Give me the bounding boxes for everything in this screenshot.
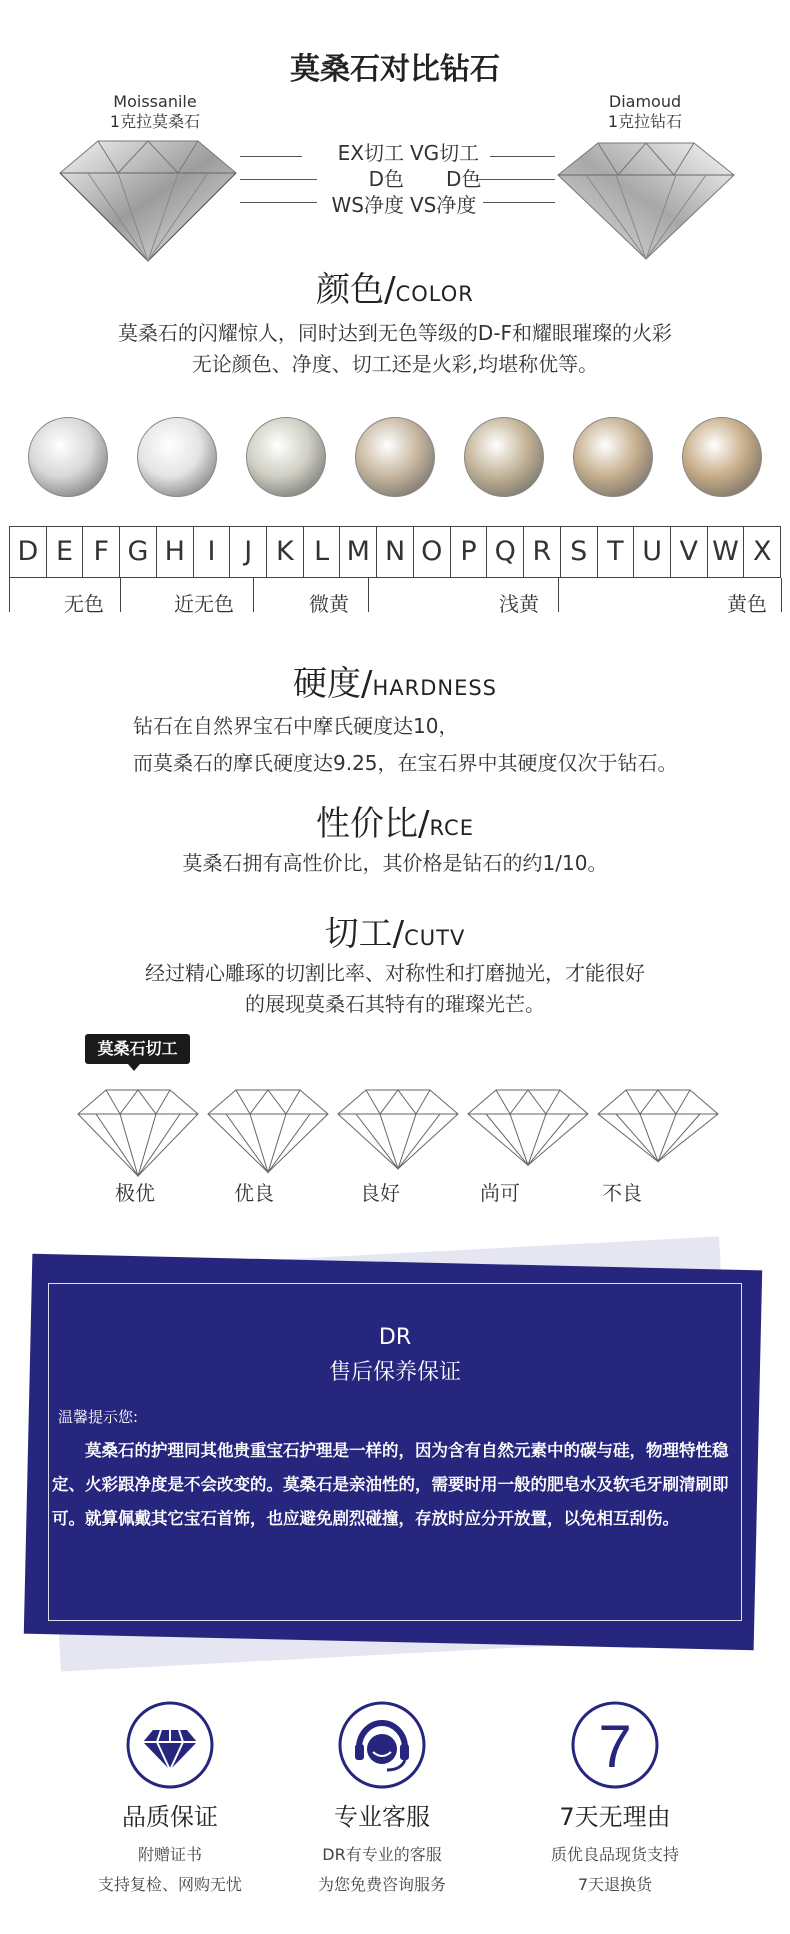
grade-cell-m: M <box>340 527 377 577</box>
color-description <box>0 318 790 380</box>
service-desc-line: DR有专业的客服 <box>322 1845 442 1864</box>
left-gem-name-cn: 1克拉莫桑石 <box>109 112 201 131</box>
color-stone <box>246 417 326 497</box>
price-section-title <box>0 796 790 845</box>
left-gem-caption <box>95 92 215 132</box>
hardness-title-en: HARDNESS <box>372 676 498 700</box>
cut-level-very-good: 优良 <box>234 1181 274 1205</box>
price-title-cn: 性价比/ <box>316 804 430 844</box>
service-support-desc <box>272 1840 492 1900</box>
diamond-grades <box>410 140 510 218</box>
color-stone <box>355 417 435 497</box>
color-stone <box>682 417 762 497</box>
grade-connector-line <box>240 156 302 157</box>
cut-level-good: 良好 <box>360 1181 400 1205</box>
grade-cell-g: G <box>120 527 157 577</box>
right-gem-caption <box>585 92 705 132</box>
service-desc-line: 为您免费咨询服务 <box>317 1875 446 1894</box>
seven-day-badge: 7 <box>598 1713 632 1780</box>
service-return-desc <box>505 1840 725 1900</box>
tip-pointer <box>128 1064 140 1071</box>
color-line: 莫桑石的闪耀惊人，同时达到无色等级的D-F和耀眼璀璨的火彩 <box>117 321 673 345</box>
cut-outline-gem <box>336 1086 460 1178</box>
care-panel-brand: DR <box>378 1325 412 1350</box>
scale-tick <box>558 578 559 612</box>
color-line: 无论颜色、净度、切工还是火彩,均堪称优等。 <box>191 352 599 376</box>
moissanite-clarity-grade: WS净度 <box>331 193 404 217</box>
cut-outline-gem <box>76 1086 200 1178</box>
cut-title-cn: 切工/ <box>324 914 405 954</box>
diamond-color-grade: D色 <box>446 167 482 191</box>
grade-cell-s: S <box>561 527 598 577</box>
care-panel-title: 售后保养保证 <box>328 1360 461 1385</box>
tier-faint-yellow: 微黄 <box>309 592 349 616</box>
moissanite-cut-tip: 莫桑石切工 <box>85 1034 190 1064</box>
hardness-section-title <box>0 656 790 705</box>
cut-line: 经过精心雕琢的切割比率、对称性和打磨抛光，才能很好 <box>145 961 645 985</box>
service-quality-title: 品质保证 <box>122 1803 218 1831</box>
grade-cell-q: Q <box>487 527 524 577</box>
diamond-icon <box>125 1700 215 1790</box>
scale-tick <box>368 578 369 612</box>
page-title: 莫桑石对比钻石 <box>290 52 500 87</box>
grade-cell-i: I <box>194 527 231 577</box>
scale-tick <box>120 578 121 612</box>
left-gem-name-en: Moissanile <box>113 92 197 111</box>
service-support-title: 专业客服 <box>334 1803 430 1831</box>
moissanite-grades <box>304 140 404 218</box>
price-title-en: RCE <box>429 816 474 840</box>
grade-cell-o: O <box>414 527 451 577</box>
care-panel-hint: 温馨提示您: <box>58 1408 139 1426</box>
diamond-cut-grade: VG切工 <box>410 141 480 165</box>
service-return-title: 7天无理由 <box>559 1803 671 1831</box>
cut-level-poor: 不良 <box>602 1181 642 1205</box>
scale-tick <box>781 578 782 612</box>
cut-title-en: CUTV <box>404 926 466 950</box>
grade-cell-f: F <box>83 527 120 577</box>
hardness-line: 而莫桑石的摩氏硬度达9.25，在宝石界中其硬度仅次于钻石。 <box>133 751 678 775</box>
grade-cell-p: P <box>451 527 488 577</box>
color-section-title <box>0 262 790 311</box>
seven-day-icon <box>570 1700 660 1790</box>
care-panel-body: 莫桑石的护理同其他贵重宝石护理是一样的，因为含有自然元素中的碳与硅，物理特性稳定、火彩跟净度是不会改变的。莫桑石是亲油性的，需要时用一般的肥皂水及软毛牙刷清刷即可。就算佩戴其它宝石首饰，也应避免剧烈碰撞，存放时应分开放置，以免相互刮伤。 <box>52 1441 729 1528</box>
grade-cell-w: W <box>708 527 745 577</box>
color-stone <box>28 417 108 497</box>
service-desc-line: 7天退换货 <box>577 1875 653 1894</box>
grade-cell-x: X <box>752 536 772 567</box>
color-title-cn: 颜色/ <box>316 270 396 310</box>
service-quality-desc <box>60 1840 280 1900</box>
diamond-clarity-grade: VS净度 <box>410 193 477 217</box>
color-stone <box>137 417 217 497</box>
grade-cell-v: V <box>671 527 708 577</box>
diamond-gem-image <box>556 137 736 262</box>
color-stone <box>464 417 544 497</box>
tier-yellow: 黄色 <box>727 592 767 616</box>
cut-section-title <box>0 906 790 955</box>
grade-cell-u: U <box>634 527 671 577</box>
headset-icon <box>337 1700 427 1790</box>
scale-tick <box>253 578 254 612</box>
service-desc-line: 质优良品现货支持 <box>550 1845 679 1864</box>
cut-level-fair: 尚可 <box>480 1181 520 1205</box>
cut-outline-gem <box>206 1086 330 1178</box>
cut-description <box>0 958 790 1020</box>
grade-cell-l: L <box>304 527 341 577</box>
tier-near-colorless: 近无色 <box>174 592 234 616</box>
right-gem-name-cn: 1克拉钻石 <box>607 112 683 131</box>
grade-cell-t: T <box>598 527 635 577</box>
color-title-en: COLOR <box>395 282 474 306</box>
cut-line: 的展现莫桑石其特有的璀璨光芒。 <box>245 992 545 1016</box>
tier-light-yellow: 浅黄 <box>499 592 539 616</box>
grade-cell-k: K <box>267 527 304 577</box>
hardness-line: 钻石在自然界宝石中摩氏硬度达10， <box>133 714 459 738</box>
scale-tick <box>9 578 10 612</box>
grade-cell-e: E <box>47 527 84 577</box>
cut-outline-gem <box>596 1086 720 1178</box>
tier-colorless: 无色 <box>64 592 104 616</box>
color-grade-scale <box>9 526 781 578</box>
grade-cell-r: R <box>524 527 561 577</box>
grade-cell-d: D <box>10 527 47 577</box>
price-description: 莫桑石拥有高性价比，其价格是钻石的约1/10。 <box>182 851 608 875</box>
grade-cell-h: H <box>157 527 194 577</box>
hardness-description <box>133 708 678 782</box>
right-gem-name-en: Diamoud <box>608 92 682 111</box>
hardness-title-cn: 硬度/ <box>292 664 373 704</box>
color-stone <box>573 417 653 497</box>
moissanite-color-grade: D色 <box>368 167 404 191</box>
moissanite-cut-grade: EX切工 <box>337 141 404 165</box>
grade-cell-n: N <box>377 527 414 577</box>
cut-level-excellent: 极优 <box>115 1181 155 1205</box>
service-desc-line: 支持复检、网购无忧 <box>97 1875 242 1894</box>
service-desc-line: 附赠证书 <box>137 1845 202 1864</box>
grade-cell-j: J <box>230 527 267 577</box>
cut-outline-gem <box>466 1086 590 1178</box>
moissanite-gem-image <box>58 133 238 263</box>
